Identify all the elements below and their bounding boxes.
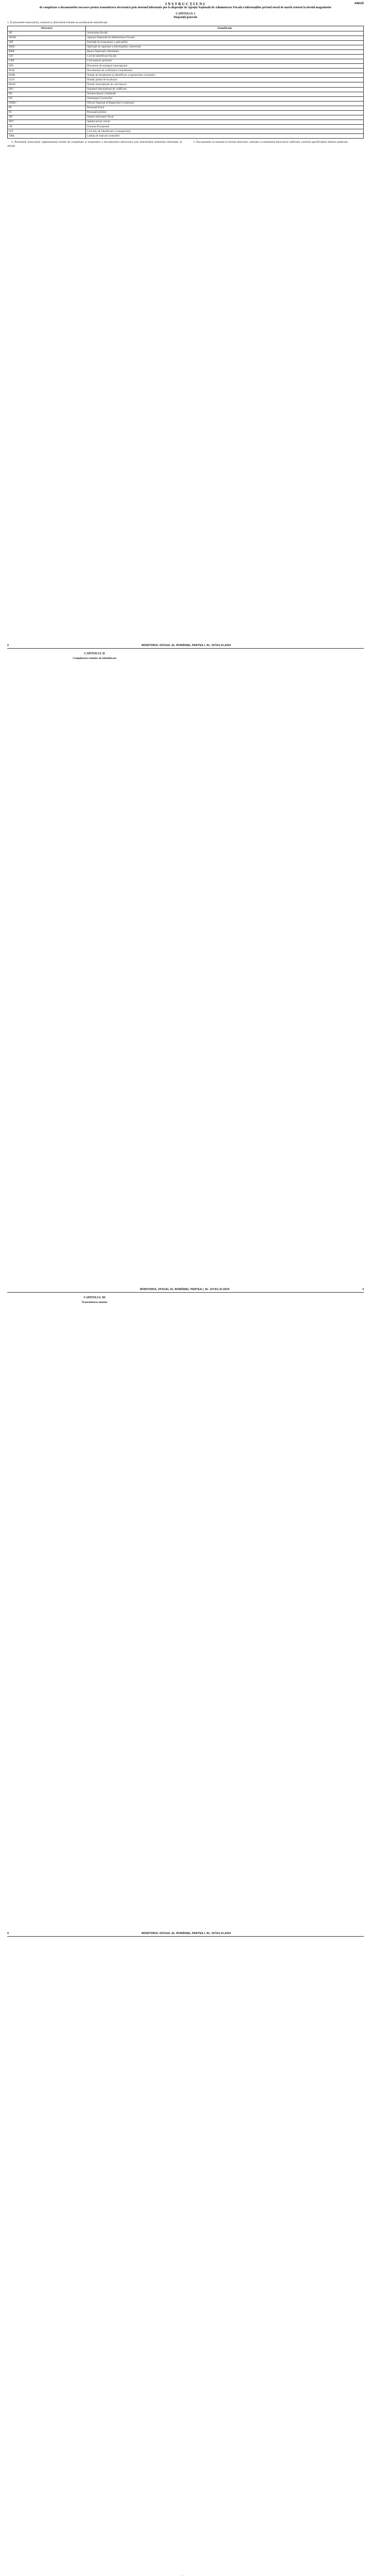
chapter-title: Transmiterea datelor [81, 1301, 108, 1304]
abbreviations-table-body [8, 31, 364, 139]
abbr-cell: DUK [8, 69, 86, 73]
abbr-cell: SPV [8, 120, 86, 125]
abbr-cell: SIF [8, 115, 86, 120]
table-row [8, 54, 364, 59]
text-column-left [7, 651, 182, 662]
meaning-cell: Interfață de programare a aplicațiilor [86, 40, 364, 45]
text-columns [7, 1295, 364, 1306]
abbr-cell: CNP [8, 59, 86, 64]
meaning-cell: Uniunea Europeană [86, 125, 364, 129]
meaning-cell: Nomenclatura Combinată [86, 92, 364, 96]
page-header [7, 1932, 364, 1937]
table-row [8, 120, 364, 125]
abbr-cell: PF [8, 106, 86, 110]
table-row [8, 78, 364, 82]
document-page-1 [0, 0, 371, 639]
meaning-cell: Sistem informatic fiscal [86, 115, 364, 120]
meaning-cell: Limbaj de marcare extensibil [86, 134, 364, 139]
meaning-cell: Document de transport internațional [86, 64, 364, 69]
meaning-cell: Spațiul privat virtual [86, 120, 364, 125]
table-row [8, 92, 364, 96]
gazette-header: MONITORUL OFICIAL AL ROMÂNIEI, PARTEA I, Nr. 1074/1.XI.2024 [142, 1932, 231, 1935]
abbr-cell: BNR [8, 49, 86, 54]
meaning-cell: Cod de identificare fiscală [86, 54, 364, 59]
paragraph: 3. Documentele se transmit în format electronic, semnate cu semnătură electronică calificată, conform specificațiilor tehnice publicate. [193, 141, 348, 144]
meaning-cell: Ordonanța Guvernului [86, 96, 364, 101]
meaning-cell: Oficiul Național al Registrului Comerțului [86, 101, 364, 106]
abbr-cell: ARIC [8, 45, 86, 49]
table-row [8, 59, 364, 64]
paragraph: 2. Prezentele instrucțiuni reglementează modul de completare și transmitere a documentelor electronice prin intermediul sistemului informatic al ANAF. [7, 141, 182, 148]
chapter-label: CAPITOLUL III [83, 1296, 105, 1300]
table-row [8, 69, 364, 73]
table-row [8, 96, 364, 101]
text-column-right [189, 651, 364, 662]
abbr-cell: ANAF [8, 36, 86, 40]
table-row [8, 106, 364, 110]
table-header-meaning: Semnificație [86, 26, 364, 31]
table-row [8, 73, 364, 78]
meaning-cell: Număr de înregistrare și identificare a operatorilor economici [86, 73, 364, 78]
meaning-cell: Cod unic de identificare a transportului [86, 129, 364, 134]
page-number: 2 [7, 644, 9, 647]
abbr-cell: NC [8, 92, 86, 96]
abbr-cell: CIF [8, 54, 86, 59]
abbr-cell: API [8, 40, 86, 45]
document-page-4 [0, 1932, 371, 2571]
chapter-title: Dispoziții generale [173, 15, 198, 19]
table-row [8, 110, 364, 115]
chapter-label: CAPITOLUL II [84, 652, 105, 656]
abbr-cell: DTI [8, 64, 86, 69]
abbr-cell: PJ [8, 110, 86, 115]
table-row [8, 31, 364, 36]
table-row [8, 101, 364, 106]
abbreviations-table [7, 26, 364, 139]
meaning-cell: Aplicație de raportare a informațiilor comerciale [86, 45, 364, 49]
chapter-label: CAPITOLUL I [175, 12, 196, 15]
table-row [8, 134, 364, 139]
abbr-cell: ISO [8, 87, 86, 92]
text-column-right [189, 141, 364, 149]
abbr-cell: UIT [8, 129, 86, 134]
page-number: 4 [7, 1932, 9, 1935]
text-column-right [189, 1295, 364, 1306]
meaning-cell: Banca Națională a României [86, 49, 364, 54]
table-row [8, 49, 364, 54]
abbr-cell: GLN [8, 78, 86, 82]
abbr-cell: ONRC [8, 101, 86, 106]
text-column-left [7, 141, 182, 149]
table-row [8, 129, 364, 134]
text-columns [7, 651, 364, 662]
table-row [8, 125, 364, 129]
meaning-cell: Cod numeric personal [86, 59, 364, 64]
text-column-left [7, 1295, 182, 1306]
meaning-cell: Standard internațional de codificare [86, 87, 364, 92]
abbr-cell: XML [8, 134, 86, 139]
table-row [8, 87, 364, 92]
page-header [7, 1288, 364, 1293]
abbr-cell: IBAN [8, 82, 86, 87]
meaning-cell: Număr internațional de cont bancar [86, 82, 364, 87]
meaning-cell: Număr global de localizare [86, 78, 364, 82]
document-subtitle: de completare a documentelor necesare pentru transmiterea electronică prin sistemul informatic pus la dispoziție de Agenția Națională de Administrare Fiscală a informațiilor privind stocul de marfă existent la nivelul magazinelor [39, 6, 332, 10]
meaning-cell: Agenția Națională de Administrare Fiscală [86, 36, 364, 40]
chapter-title: Completarea datelor de identificare [73, 657, 117, 660]
text-columns [7, 141, 364, 149]
page-label: ANEXĂ [354, 2, 364, 5]
meaning-cell: Persoană fizică [86, 106, 364, 110]
page-number-right: 3 [362, 1288, 364, 1291]
abbr-cell: AF [8, 31, 86, 36]
table-row [8, 82, 364, 87]
gazette-header: MONITORUL OFICIAL AL ROMÂNIEI, PARTEA I, Nr. 1074/1.XI.2024 [140, 1288, 229, 1291]
abbr-cell: OG [8, 96, 86, 101]
document-page-3 [0, 1288, 371, 1927]
table-row [8, 40, 364, 45]
abbr-cell: EORI [8, 73, 86, 78]
meaning-cell: Autoritatea fiscală [86, 31, 364, 36]
meaning-cell: Documentul de confirmare a transferului [86, 69, 364, 73]
document-page-2 [0, 644, 371, 1283]
meaning-cell: Persoană juridică [86, 110, 364, 115]
document-title: INSTRUCȚIUNI [165, 2, 206, 6]
intro-lead: 1. În prezentele instrucțiuni, termenii și abrevierile folosite au următoarele semnificații: [7, 21, 108, 25]
gazette-header: MONITORUL OFICIAL AL ROMÂNIEI, PARTEA I, Nr. 1074/1.XI.2024 [142, 644, 231, 647]
table-header-abbr: Abreviere [8, 26, 86, 31]
table-row [8, 64, 364, 69]
table-row [8, 45, 364, 49]
table-row [8, 115, 364, 120]
abbr-cell: UE [8, 125, 86, 129]
page-header [7, 644, 364, 649]
table-row [8, 36, 364, 40]
